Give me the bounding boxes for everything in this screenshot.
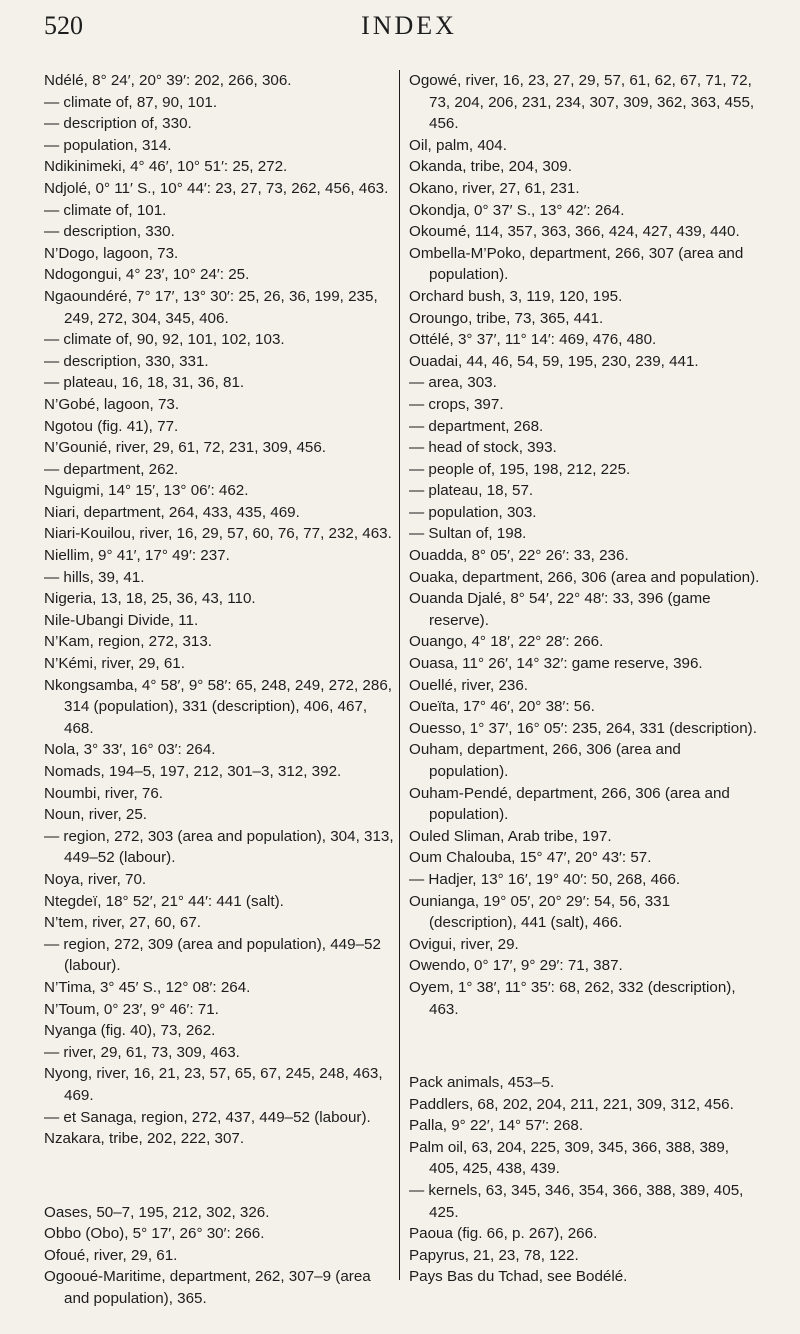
- index-entry: N’Dogo, lagoon, 73.: [44, 244, 179, 262]
- index-entry: Oum Chalouba, 15° 47′, 20° 43′: 57.: [409, 849, 652, 867]
- index-entry: Ouadda, 8° 05′, 22° 26′: 33, 236.: [409, 547, 629, 565]
- section-gap: [44, 1165, 396, 1187]
- index-entry: Ogowé, river, 16, 23, 27, 29, 57, 61, 62, 67, 71, 72, 73, 204, 206, 231, 234, 307, 309, 362, 363, 455, 456.: [409, 72, 755, 133]
- index-entry: — plateau, 18, 57.: [409, 482, 534, 500]
- index-entry: Ouaka, department, 266, 306 (area and population).: [409, 568, 760, 586]
- index-entry: N’Toum, 0° 23′, 9° 46′: 71.: [44, 1000, 219, 1018]
- index-entry: — description, 330, 331.: [44, 352, 209, 370]
- index-entry: Oil, palm, 404.: [409, 136, 507, 154]
- index-entry: — area, 303.: [409, 374, 497, 392]
- index-entry: Nzakara, tribe, 202, 222, 307.: [44, 1130, 245, 1148]
- index-entry: — climate of, 90, 92, 101, 102, 103.: [44, 331, 285, 349]
- index-entry: — Hadjer, 13° 16′, 19° 40′: 50, 268, 466.: [409, 870, 681, 888]
- index-entry: N’Kam, region, 272, 313.: [44, 633, 213, 651]
- index-entry: Papyrus, 21, 23, 78, 122.: [409, 1246, 579, 1264]
- index-entry: Ouham, department, 266, 306 (area and population).: [409, 741, 681, 780]
- index-entry: Ouellé, river, 236.: [409, 676, 529, 694]
- index-entry: Ofoué, river, 29, 61.: [44, 1246, 178, 1264]
- index-entry: Ngaoundéré, 7° 17′, 13° 30′: 25, 26, 36, 199, 235, 249, 272, 304, 345, 406.: [44, 287, 378, 327]
- index-entry: Ouango, 4° 18′, 22° 28′: 266.: [409, 633, 604, 651]
- index-entry: — Sultan of, 198.: [409, 525, 527, 543]
- index-entry: — head of stock, 393.: [409, 439, 557, 457]
- index-entry: — kernels, 63, 345, 346, 354, 366, 388, 389, 405, 425.: [409, 1182, 744, 1221]
- page-header: [44, 6, 774, 46]
- index-entry: — crops, 397.: [409, 395, 504, 413]
- index-entry: — description of, 330.: [44, 115, 192, 133]
- index-entry: Ottélé, 3° 37′, 11° 14′: 469, 476, 480.: [409, 331, 657, 349]
- index-entry: Nkongsamba, 4° 58′, 9° 58′: 65, 248, 249, 272, 286, 314 (population), 331 (description), 406, 467, 468.: [44, 676, 392, 737]
- index-entry: N’Kémi, river, 29, 61.: [44, 655, 185, 673]
- index-entry: N’Gounié, river, 29, 61, 72, 231, 309, 456.: [44, 439, 326, 457]
- index-entry: Paddlers, 68, 202, 204, 211, 221, 309, 312, 456.: [409, 1095, 734, 1113]
- index-entry: Pays Bas du Tchad, see Bodélé.: [409, 1268, 628, 1286]
- index-entry: Ouanda Djalé, 8° 54′, 22° 48′: 33, 396 (game reserve).: [409, 590, 711, 629]
- running-head: INDEX: [361, 11, 457, 40]
- index-entry: Nyanga (fig. 40), 73, 262.: [44, 1022, 216, 1040]
- index-entry: Ndogongui, 4° 23′, 10° 24′: 25.: [44, 266, 250, 284]
- index-entry: Ouasa, 11° 26′, 14° 32′: game reserve, 396.: [409, 655, 703, 673]
- index-entry: Nomads, 194–5, 197, 212, 301–3, 312, 392.: [44, 763, 342, 780]
- index-entry: N’Tima, 3° 45′ S., 12° 08′: 264.: [44, 978, 251, 996]
- index-entry: Nile-Ubangi Divide, 11.: [44, 611, 199, 629]
- index-entry: — hills, 39, 41.: [44, 568, 145, 586]
- index-entry: Oueïta, 17° 46′, 20° 38′: 56.: [409, 698, 595, 716]
- index-entry: — department, 262.: [44, 460, 179, 478]
- index-entry: Nguigmi, 14° 15′, 13° 06′: 462.: [44, 482, 249, 500]
- index-entry: — river, 29, 61, 73, 309, 463.: [44, 1043, 240, 1061]
- left-index-column: [44, 70, 396, 1310]
- index-entry: Pack animals, 453–5.: [409, 1074, 555, 1092]
- section-gap: [409, 1035, 761, 1057]
- index-entry: Ogooué-Maritime, department, 262, 307–9 (area and population), 365.: [44, 1268, 371, 1308]
- index-entry: — description, 330.: [44, 223, 175, 241]
- right-index-column: [409, 70, 761, 1288]
- index-entry: — people of, 195, 198, 212, 225.: [409, 460, 631, 478]
- index-entry: Niellim, 9° 41′, 17° 49′: 237.: [44, 547, 230, 565]
- index-entry: Ndikinimeki, 4° 46′, 10° 51′: 25, 272.: [44, 158, 288, 176]
- index-entry: Palm oil, 63, 204, 225, 309, 345, 366, 388, 389, 405, 425, 438, 439.: [409, 1138, 730, 1178]
- index-entry: Ovigui, river, 29.: [409, 935, 519, 953]
- index-entry: Niari, department, 264, 433, 435, 469.: [44, 503, 300, 521]
- index-entry: — region, 272, 309 (area and population), 449–52 (labour).: [44, 935, 381, 975]
- index-entry: Niari-Kouilou, river, 16, 29, 57, 60, 76, 77, 232, 463.: [44, 525, 392, 543]
- index-entry: — climate of, 87, 90, 101.: [44, 93, 218, 111]
- index-entry: Ombella-M’Poko, department, 266, 307 (area and population).: [409, 244, 744, 284]
- index-entry: Ouled Sliman, Arab tribe, 197.: [409, 827, 612, 845]
- index-entry: Oyem, 1° 38′, 11° 35′: 68, 262, 332 (description), 463.: [409, 978, 736, 1018]
- index-entry: Paoua (fig. 66, p. 267), 266.: [409, 1225, 598, 1243]
- index-entry: Nigeria, 13, 18, 25, 36, 43, 110.: [44, 590, 256, 608]
- index-entry: — population, 303.: [409, 503, 537, 521]
- index-entry: Noya, river, 70.: [44, 870, 147, 888]
- index-entry: — population, 314.: [44, 136, 172, 154]
- index-entry: — department, 268.: [409, 417, 544, 435]
- column-divider: [399, 70, 400, 1280]
- index-entry: Oroungo, tribe, 73, 365, 441.: [409, 309, 604, 327]
- index-entry: Ounianga, 19° 05′, 20° 29′: 54, 56, 331 (description), 441 (salt), 466.: [409, 892, 671, 932]
- index-entry: Obbo (Obo), 5° 17′, 26° 30′: 266.: [44, 1225, 265, 1243]
- index-entry: Nola, 3° 33′, 16° 03′: 264.: [44, 741, 216, 759]
- index-entry: Ndjolé, 0° 11′ S., 10° 44′: 23, 27, 73, 262, 456, 463.: [44, 179, 389, 197]
- index-entry: Owendo, 0° 17′, 9° 29′: 71, 387.: [409, 957, 623, 975]
- index-entry: Ouadai, 44, 46, 54, 59, 195, 230, 239, 441.: [409, 352, 699, 370]
- index-entry: Ntegdeï, 18° 52′, 21° 44′: 441 (salt).: [44, 892, 284, 910]
- index-entry: — plateau, 16, 18, 31, 36, 81.: [44, 374, 245, 392]
- index-entry: Noun, river, 25.: [44, 806, 147, 824]
- index-entry: Ngotou (fig. 41), 77.: [44, 417, 179, 435]
- index-entry: Orchard bush, 3, 119, 120, 195.: [409, 287, 623, 305]
- index-entry: Ouesso, 1° 37′, 16° 05′: 235, 264, 331 (description).: [409, 719, 757, 737]
- index-entry: — climate of, 101.: [44, 201, 167, 219]
- index-entry: Okondja, 0° 37′ S., 13° 42′: 264.: [409, 201, 625, 219]
- index-entry: Nyong, river, 16, 21, 23, 57, 65, 67, 245, 248, 463, 469.: [44, 1065, 383, 1104]
- index-entry: — et Sanaga, region, 272, 437, 449–52 (labour).: [44, 1108, 371, 1126]
- index-entry: Oases, 50–7, 195, 212, 302, 326.: [44, 1203, 270, 1221]
- index-entry: N’tem, river, 27, 60, 67.: [44, 914, 202, 932]
- index-entry: N’Gobé, lagoon, 73.: [44, 395, 180, 413]
- index-entry: — region, 272, 303 (area and population), 304, 313, 449–52 (labour).: [44, 827, 394, 867]
- index-entry: Okoumé, 114, 357, 363, 366, 424, 427, 439, 440.: [409, 223, 740, 241]
- index-entry: Noumbi, river, 76.: [44, 784, 164, 802]
- index-entry: Ouham-Pendé, department, 266, 306 (area and population).: [409, 784, 730, 824]
- index-entry: Ndélé, 8° 24′, 20° 39′: 202, 266, 306.: [44, 72, 292, 89]
- index-entry: Palla, 9° 22′, 14° 57′: 268.: [409, 1117, 584, 1135]
- index-entry: Okanda, tribe, 204, 309.: [409, 158, 572, 176]
- index-entry: Okano, river, 27, 61, 231.: [409, 179, 580, 197]
- page-number: 520: [44, 11, 83, 40]
